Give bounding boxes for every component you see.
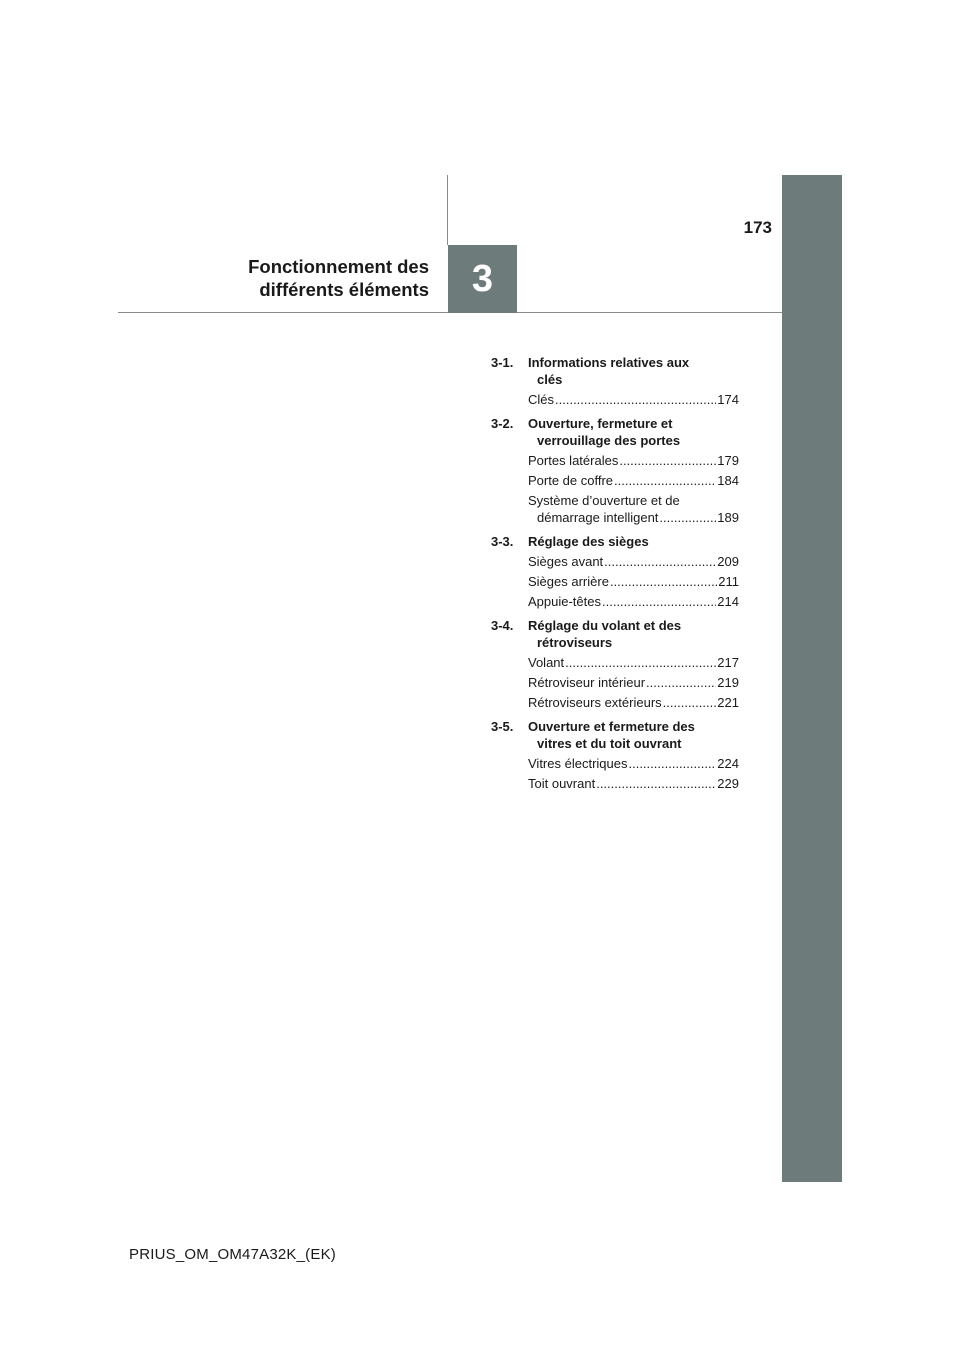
toc-leader-dots xyxy=(604,553,716,570)
toc-leader-dots xyxy=(663,694,717,711)
toc-section-heading xyxy=(491,415,739,449)
toc-entry-row xyxy=(528,654,739,671)
toc-section xyxy=(491,718,739,792)
table-of-contents xyxy=(491,354,739,799)
toc-section xyxy=(491,617,739,711)
toc-section-number: 3-5. xyxy=(491,719,514,734)
toc-entry-page: 214 xyxy=(717,594,739,609)
chapter-title xyxy=(248,255,429,301)
toc-entry-row xyxy=(528,509,739,526)
toc-section-title-line: clés xyxy=(537,372,563,387)
toc-entry[interactable] xyxy=(528,472,739,489)
toc-entry[interactable] xyxy=(528,391,739,408)
toc-entry-page: 174 xyxy=(717,392,739,407)
toc-entry-name: Sièges arrière xyxy=(528,574,609,589)
toc-section-title-line: verrouillage des portes xyxy=(537,433,681,448)
toc-entry[interactable] xyxy=(528,593,739,610)
toc-entry-page: 219 xyxy=(717,675,739,690)
toc-section-title-line: Informations relatives aux xyxy=(528,355,690,370)
toc-section xyxy=(491,415,739,526)
toc-entry-row xyxy=(528,553,739,570)
toc-entry-page: 211 xyxy=(718,574,739,589)
toc-entry-name: Appuie-têtes xyxy=(528,594,601,609)
toc-section-title xyxy=(528,415,739,449)
toc-leader-dots xyxy=(659,509,716,526)
toc-entry-name: Toit ouvrant xyxy=(528,776,596,791)
toc-entry-name: Système d’ouverture et de xyxy=(528,493,680,508)
toc-entry-name: Clés xyxy=(528,392,555,407)
toc-entry-row xyxy=(528,593,739,610)
toc-leader-dots xyxy=(628,755,716,772)
toc-entry-name: Portes latérales xyxy=(528,453,619,468)
toc-entry-name: Sièges avant xyxy=(528,554,604,569)
toc-entry[interactable] xyxy=(528,775,739,792)
toc-section-title-line: Réglage des sièges xyxy=(528,534,649,549)
toc-entry-page: 209 xyxy=(717,554,739,569)
toc-section-heading xyxy=(491,718,739,752)
toc-entry-name: Porte de coffre xyxy=(528,473,614,488)
toc-entry[interactable] xyxy=(528,573,739,590)
toc-section-number: 3-1. xyxy=(491,355,514,370)
toc-leader-dots xyxy=(565,654,716,671)
toc-section-title xyxy=(528,533,739,550)
toc-leader-dots xyxy=(614,472,716,489)
toc-section-heading xyxy=(491,533,739,550)
chapter-number-box xyxy=(448,245,517,313)
toc-leader-dots xyxy=(619,452,716,469)
toc-entry[interactable] xyxy=(528,654,739,671)
page-number: 173 xyxy=(743,218,772,237)
toc-entry-page: 184 xyxy=(717,473,739,488)
toc-section-heading xyxy=(491,617,739,651)
toc-section-title-line: rétroviseurs xyxy=(537,635,613,650)
toc-section-title-line: Ouverture, fermeture et xyxy=(528,416,673,431)
toc-leader-dots xyxy=(596,775,716,792)
toc-entry-name: Rétroviseurs extérieurs xyxy=(528,695,662,710)
toc-leader-dots xyxy=(646,674,716,691)
chapter-thumb-tab xyxy=(782,175,842,1182)
toc-section-title xyxy=(528,354,739,388)
toc-entry-name: Volant xyxy=(528,655,565,670)
toc-leader-dots xyxy=(555,391,716,408)
toc-entry[interactable] xyxy=(528,452,739,469)
toc-entry-row xyxy=(528,694,739,711)
header-vertical-rule xyxy=(447,175,448,245)
toc-entry[interactable] xyxy=(528,694,739,711)
toc-section-number: 3-4. xyxy=(491,618,514,633)
toc-entry-name: Rétroviseur intérieur xyxy=(528,675,646,690)
chapter-number: 3 xyxy=(471,257,494,300)
toc-entry[interactable] xyxy=(528,674,739,691)
toc-entry[interactable] xyxy=(528,492,739,526)
toc-entry-page: 229 xyxy=(717,776,739,791)
toc-entry[interactable] xyxy=(528,755,739,772)
chapter-title-line1: Fonctionnement des xyxy=(248,256,429,277)
toc-entry-row xyxy=(528,472,739,489)
toc-section-number: 3-2. xyxy=(491,416,514,431)
toc-section xyxy=(491,533,739,610)
toc-entry-name: démarrage intelligent xyxy=(537,510,659,525)
toc-entry-name: Vitres électriques xyxy=(528,756,628,771)
toc-leader-dots xyxy=(610,573,717,590)
toc-entry-row xyxy=(528,391,739,408)
toc-entry-page: 217 xyxy=(717,655,739,670)
toc-entry-page: 221 xyxy=(717,695,739,710)
toc-entry-page: 189 xyxy=(717,510,739,525)
toc-entry-row xyxy=(528,573,739,590)
toc-section xyxy=(491,354,739,408)
toc-section-title-line: Ouverture et fermeture des xyxy=(528,719,695,734)
toc-entry-row xyxy=(528,755,739,772)
toc-section-number: 3-3. xyxy=(491,534,514,549)
toc-entry-page: 179 xyxy=(717,453,739,468)
toc-leader-dots xyxy=(602,593,716,610)
toc-section-title xyxy=(528,617,739,651)
toc-entry[interactable] xyxy=(528,553,739,570)
toc-section-title-line: vitres et du toit ouvrant xyxy=(537,736,682,751)
document-id: PRIUS_OM_OM47A32K_(EK) xyxy=(129,1246,336,1263)
toc-section-title xyxy=(528,718,739,752)
toc-entry-row xyxy=(528,775,739,792)
toc-entry-row xyxy=(528,674,739,691)
toc-entry-row xyxy=(528,452,739,469)
toc-section-heading xyxy=(491,354,739,388)
toc-section-title-line: Réglage du volant et des xyxy=(528,618,682,633)
chapter-title-line2: différents éléments xyxy=(259,279,429,300)
toc-entry-page: 224 xyxy=(717,756,739,771)
